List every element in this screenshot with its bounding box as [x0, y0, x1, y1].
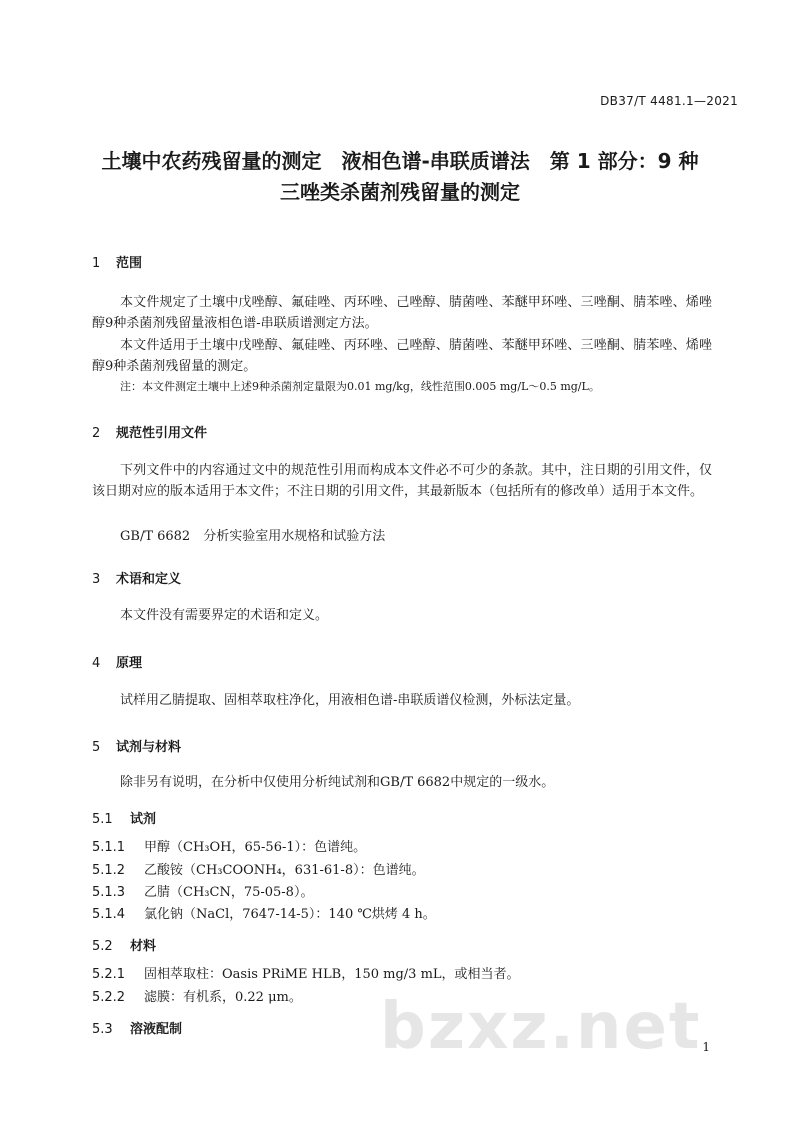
item-number: 5.1.3 [92, 885, 126, 900]
section-1-note: 注：本文件测定土壤中上述9种杀菌剂定量限为0.01 mg/kg，线性范围0.005 mg/L～0.5 mg/L。 [120, 380, 600, 393]
section-number: 5.1 [92, 812, 113, 827]
section-3-heading [92, 568, 181, 587]
item-text: 氯化钠（NaCl，7647-14-5）：140 ℃烘烤 4 h。 [144, 907, 436, 922]
standard-code: DB37/T 4481.1—2021 [600, 94, 738, 108]
list-item [92, 986, 302, 1005]
section-5-3-heading [92, 1018, 182, 1037]
section-title: 试剂 [130, 812, 157, 827]
item-number: 5.2.1 [92, 967, 126, 982]
section-4-heading [92, 652, 142, 671]
section-5-2-heading [92, 935, 156, 954]
page-number: 1 [702, 1040, 710, 1054]
item-text: 乙酸铵（CH₃COONH₄，631-61-8）：色谱纯。 [144, 863, 425, 878]
section-title: 材料 [130, 939, 157, 954]
section-number: 5.3 [92, 1022, 113, 1037]
section-number: 3 [92, 572, 101, 587]
title-line-2: 三唑类杀菌剂残留量的测定 [280, 180, 520, 204]
normative-reference: GB/T 6682 分析实验室用水规格和试验方法 [120, 529, 386, 544]
section-number: 5.2 [92, 939, 113, 954]
title-line-1: 土壤中农药残留量的测定 液相色谱-串联质谱法 第 1 部分：9 种 [101, 149, 699, 173]
section-5-paragraph-1: 除非另有说明，在分析中仅使用分析纯试剂和GB/T 6682中规定的一级水。 [120, 775, 555, 790]
list-item [92, 963, 520, 982]
section-title: 术语和定义 [116, 572, 182, 587]
section-title: 试剂与材料 [116, 740, 182, 755]
section-title: 溶液配制 [130, 1022, 183, 1037]
item-text: 固相萃取柱：Oasis PRiME HLB，150 mg/3 mL，或相当者。 [144, 967, 520, 982]
item-number: 5.2.2 [92, 990, 126, 1005]
section-4-paragraph-1: 试样用乙腈提取、固相萃取柱净化，用液相色谱-串联质谱仪检测，外标法定量。 [120, 693, 580, 708]
item-number: 5.1.4 [92, 907, 126, 922]
section-1-paragraph-1: 本文件规定了土壤中戊唑醇、氟硅唑、丙环唑、己唑醇、腈菌唑、苯醚甲环唑、三唑酮、腈苯唑、烯唑醇9种杀菌剂残留量液相色谱-串联质谱测定方法。 [92, 295, 712, 331]
list-item [92, 836, 366, 855]
item-number: 5.1.1 [92, 840, 126, 855]
section-1-paragraph-2: 本文件适用于土壤中戊唑醇、氟硅唑、丙环唑、己唑醇、腈菌唑、苯醚甲环唑、三唑酮、腈苯唑、烯唑醇9种杀菌剂残留量的测定。 [92, 338, 712, 374]
item-text: 甲醇（CH₃OH，65-56-1）：色谱纯。 [144, 840, 367, 855]
item-number: 5.1.2 [92, 863, 126, 878]
section-2-paragraph-1: 下列文件中的内容通过文中的规范性引用而构成本文件必不可少的条款。其中，注日期的引用文件，仅该日期对应的版本适用于本文件；不注日期的引用文件，其最新版本（包括所有的修改单）适用于本文件。 [92, 463, 712, 499]
section-number: 4 [92, 656, 101, 671]
section-number: 2 [92, 426, 101, 441]
watermark-logo: bzxz.net [380, 990, 702, 1064]
item-text: 乙腈（CH₃CN，75-05-8）。 [144, 885, 314, 900]
section-1-heading [92, 252, 142, 271]
section-5-heading [92, 736, 181, 755]
item-text: 滤膜：有机系，0.22 μm。 [144, 990, 302, 1005]
section-number: 5 [92, 740, 101, 755]
list-item [92, 903, 436, 922]
section-title: 原理 [116, 656, 143, 671]
section-3-paragraph-1: 本文件没有需要界定的术语和定义。 [120, 608, 329, 623]
list-item [92, 859, 425, 878]
document-title [60, 146, 740, 208]
list-item [92, 881, 313, 900]
section-title: 规范性引用文件 [116, 426, 208, 441]
section-5-1-heading [92, 808, 156, 827]
section-number: 1 [92, 256, 101, 271]
section-2-heading [92, 422, 207, 441]
section-title: 范围 [116, 256, 143, 271]
